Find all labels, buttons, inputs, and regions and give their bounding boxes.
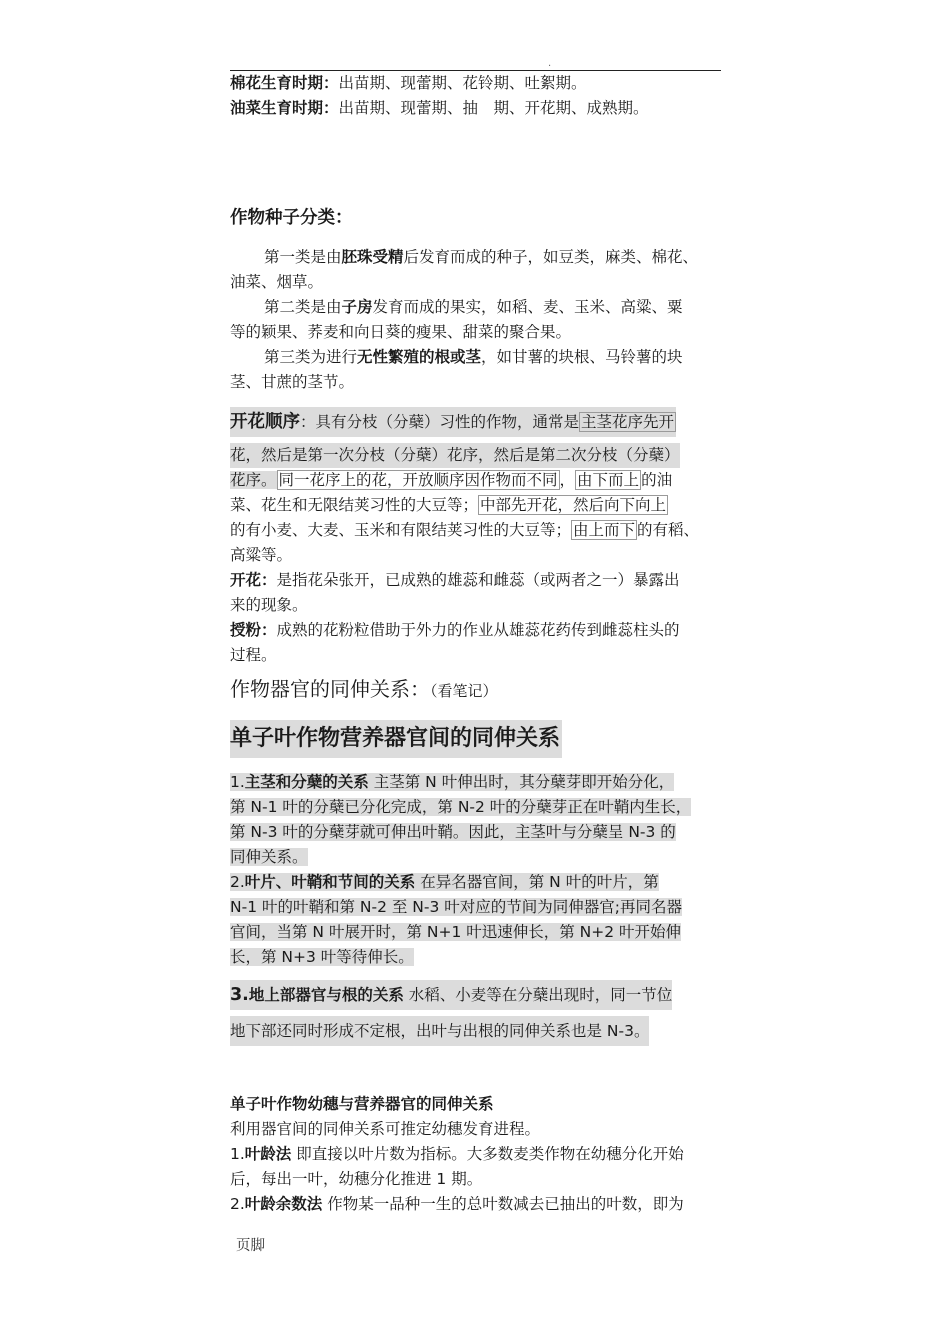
flower-order-line5 [230, 518, 722, 543]
mono-item-1 [230, 770, 722, 870]
young-method-1-num: 1. [230, 1145, 245, 1163]
rapeseed-stage-line [230, 96, 722, 121]
mono-item-2-line2 [230, 895, 722, 920]
mono-heading: 单子叶作物营养器官间的同伸关系 [230, 720, 562, 758]
seed-p3-line2: 茎、甘蔗的茎节。 [230, 373, 355, 391]
seed-p1-text: 第一类是由 [264, 248, 342, 266]
mono-item-2-line4 [230, 945, 722, 970]
mono-heading-wrap [230, 720, 722, 758]
flower-order-text3: 花序。 [230, 471, 277, 489]
young-intro: 利用器官间的同伸关系可推定幼穗发育进程。 [230, 1120, 541, 1138]
flowering-label: 开花： [230, 571, 277, 589]
flower-order-block [230, 407, 722, 568]
seed-p3-text: 第三类为进行 [264, 348, 358, 366]
young-method-2-text1: 作物某一品种一生的总叶数减去已抽出的叶数，即为 [322, 1195, 684, 1213]
rapeseed-stage-label: 油菜生育时期： [230, 99, 339, 117]
pollination-def-line1 [230, 618, 722, 643]
cotton-stage-line [230, 71, 722, 96]
seed-p3-text2: ，如甘薯的块根、马铃薯的块 [481, 348, 683, 366]
mono-item-2-text4: 长，第 N+3 叶等待伸长。 [230, 948, 414, 966]
document-body [230, 71, 722, 1217]
flower-order-comma: ， [559, 471, 576, 489]
flower-order-label: 开花顺序 [230, 412, 300, 432]
seed-p1-bold: 胚珠受精 [341, 248, 404, 266]
young-method-2-num: 2. [230, 1195, 245, 1213]
mono-item-3-text1: 水稻、小麦等在分蘖出现时，同一节位 [403, 986, 673, 1004]
pollination-text: 成熟的花粉粒借助于外力的作业从雄蕊花药传到雌蕊柱头的 [276, 621, 680, 639]
mono-item-1-hl [230, 773, 674, 791]
mono-item-2-line3 [230, 920, 722, 945]
flower-order-text5: 的有小麦、大麦、玉米和有限结荚习性的大豆等； [230, 521, 572, 539]
page-footer: 页脚 [236, 1238, 265, 1254]
flower-order-line6: 高粱等。 [230, 546, 293, 564]
young-method-2-title: 叶龄余数法 [244, 1195, 323, 1213]
flowering-def-line1 [230, 568, 722, 593]
mono-item-2-title: 叶片、叶鞘和节间的关系 [244, 873, 416, 891]
flower-order-line2: 花，然后是第一次分枝（分蘖）花序，然后是第二次分枝（分蘖） [230, 443, 680, 468]
organ-heading [230, 672, 722, 708]
seed-p2-line2: 等的颖果、荞麦和向日葵的瘦果、甜菜的聚合果。 [230, 323, 572, 341]
flower-order-main-stem: 主茎花序先开 [581, 413, 675, 431]
young-method-2-line1 [230, 1192, 722, 1217]
mono-item-3 [230, 980, 722, 1046]
flower-order-text3b: 的油 [641, 471, 673, 489]
flower-order-line1 [230, 407, 676, 437]
seed-p3-line1 [230, 345, 722, 370]
mono-item-1-text1: 主茎第 N 叶伸出时，其分蘖芽即开始分化， [368, 773, 675, 791]
mono-item-3-line1 [230, 980, 672, 1010]
mono-item-2-num: 2. [230, 873, 245, 891]
seed-p2-line1 [230, 295, 722, 320]
mono-item-1-line2 [230, 795, 722, 820]
young-method-1-title: 叶龄法 [244, 1145, 292, 1163]
mono-item-1-title: 主茎和分蘖的关系 [244, 773, 369, 791]
cotton-stage-label: 棉花生育时期： [230, 74, 339, 92]
mono-item-3-num: 3. [230, 985, 249, 1005]
flower-order-top-down: 由上而下 [573, 521, 636, 539]
mono-item-2-text2: N-1 叶的叶鞘和第 N-2 至 N-3 叶对应的节间为同伸器官;再同名器 [230, 898, 683, 916]
mono-item-2-line1 [230, 870, 722, 895]
mono-item-2-hl [230, 873, 659, 891]
mono-item-1-num: 1. [230, 773, 245, 791]
flower-order-same-inflorescence: 同一花序上的花，开放顺序因作物而不同 [278, 471, 558, 489]
mono-item-1-text4: 同伸关系。 [230, 848, 308, 866]
seed-p2-text2: 发育而成的果实，如稻、麦、玉米、高粱、粟 [372, 298, 683, 316]
mono-item-2 [230, 870, 722, 970]
seed-heading: 作物种子分类： [230, 208, 353, 228]
flower-order-text4: 菜、花生和无限结荚习性的大豆等； [230, 496, 479, 514]
organ-heading-text: 作物器官的同伸关系： [230, 677, 430, 701]
seed-p1-line2: 油菜、烟草。 [230, 273, 324, 291]
young-heading: 单子叶作物幼穗与营养器官的同伸关系 [230, 1095, 494, 1113]
mono-item-1-line1 [230, 770, 722, 795]
mono-item-3-title: 地上部器官与根的关系 [248, 986, 404, 1004]
mono-item-1-line3 [230, 820, 722, 845]
mono-item-3-line2: 地下部还同时形成不定根，出叶与出根的同伸关系也是 N-3。 [230, 1016, 649, 1046]
seed-p2-bold: 子房 [341, 298, 373, 316]
mono-item-2-text3: 官间，当第 N 叶展开时，第 N+1 叶迅速伸长，第 N+2 叶开始伸 [230, 923, 682, 941]
young-method-1-text1: 即直接以叶片数为指标。大多数麦类作物在幼穗分化开始 [291, 1145, 684, 1163]
cotton-stage-text: 出苗期、现蕾期、花铃期、吐絮期。 [338, 74, 587, 92]
young-method-1-line2: 后，每出一叶，幼穗分化推进 1 期。 [230, 1170, 483, 1188]
header-dot: . [548, 58, 552, 69]
flower-order-middle-first: 中部先开花，然后向下向上 [480, 496, 667, 514]
seed-p1-text2: 后发育而成的种子，如豆类，麻类、棉花、 [403, 248, 699, 266]
flower-order-line3 [230, 468, 722, 493]
flowering-def-line2: 来的现象。 [230, 596, 308, 614]
flower-order-bottom-up: 由下而上 [577, 471, 640, 489]
mono-item-2-text1: 在异名器官间，第 N 叶的叶片，第 [415, 873, 659, 891]
flowering-text: 是指花朵张开，已成熟的雄蕊和雌蕊（或两者之一）暴露出 [276, 571, 680, 589]
seed-p1-line1 [230, 245, 722, 270]
pollination-def-line2: 过程。 [230, 646, 277, 664]
rapeseed-stage-text: 出苗期、现蕾期、抽 期、开花期、成熟期。 [338, 99, 649, 117]
seed-p2-text: 第二类是由 [264, 298, 342, 316]
young-method-1-line1 [230, 1142, 722, 1167]
pollination-label: 授粉： [230, 621, 277, 639]
flower-order-text5b: 的有稻、 [637, 521, 700, 539]
mono-item-1-text3: 第 N-3 叶的分蘖芽就可伸出叶鞘。因此，主茎叶与分蘖呈 N-3 的 [230, 823, 676, 841]
organ-heading-note: （看笔记） [430, 682, 498, 700]
mono-item-1-line4 [230, 845, 722, 870]
flower-order-text: ：具有分枝（分蘖）习性的作物，通常是 [300, 413, 580, 431]
seed-p3-bold: 无性繁殖的根或茎 [357, 348, 482, 366]
flower-order-line4 [230, 493, 722, 518]
mono-item-1-text2: 第 N-1 叶的分蘖已分化完成，第 N-2 叶的分蘖芽正在叶鞘内生长， [230, 798, 692, 816]
